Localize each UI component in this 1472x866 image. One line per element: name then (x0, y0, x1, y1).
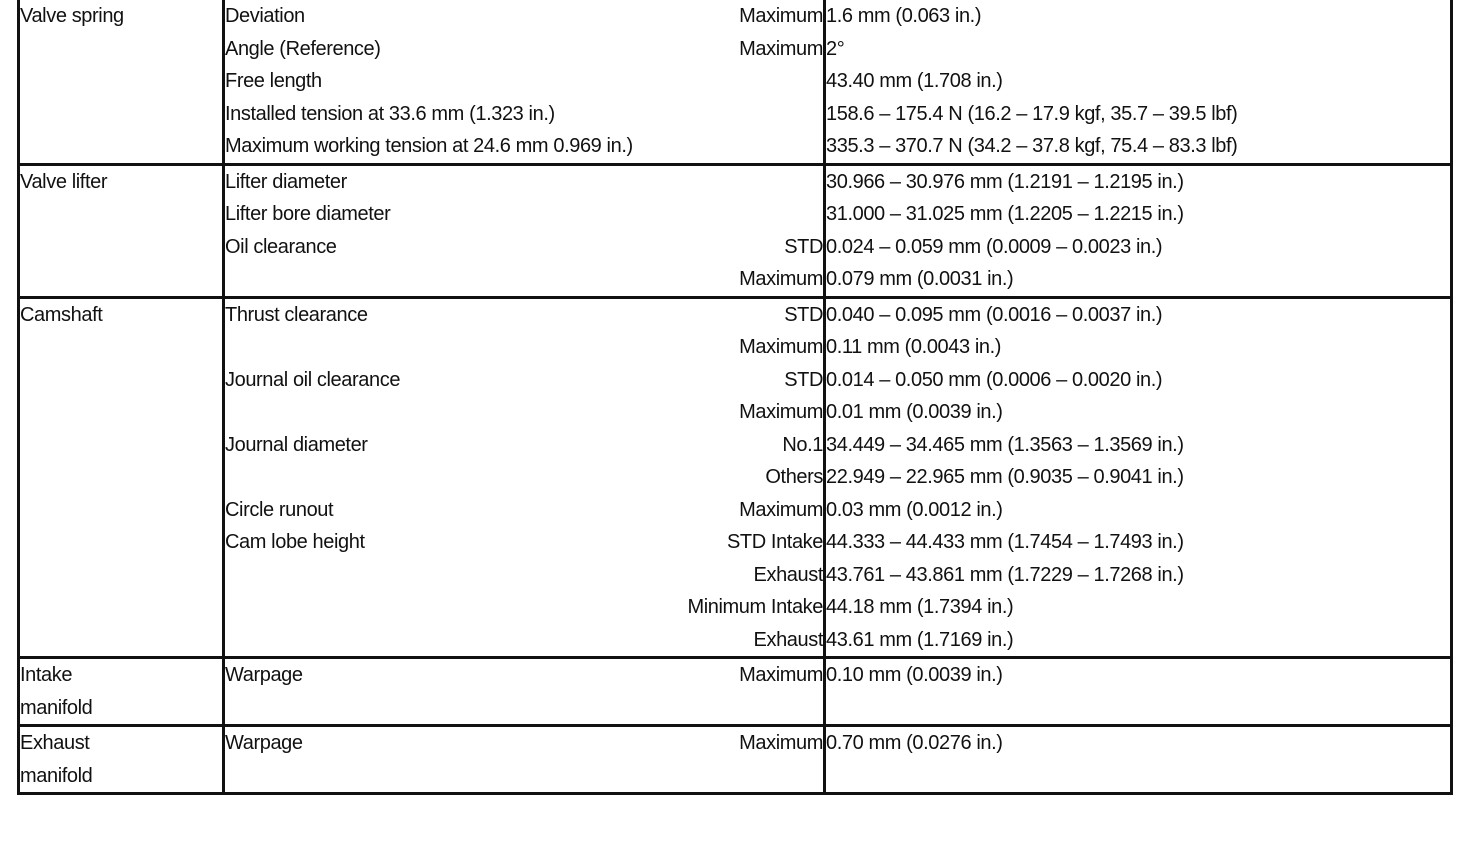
table-row (19, 726, 1452, 794)
spec-line (225, 559, 823, 592)
spec-qualifier: Maximum (739, 401, 823, 423)
spec-qualifier: Minimum Intake (687, 596, 823, 618)
value-cell (825, 0, 1452, 164)
spec-qualifier: STD (784, 368, 823, 391)
spec-item-label: Warpage (225, 664, 303, 686)
spec-qualifier: Maximum (739, 268, 823, 290)
spec-item-label: Angle (Reference) (225, 37, 381, 60)
spec-line (225, 299, 823, 332)
spec-line (225, 65, 823, 98)
spec-item-label: Journal diameter (225, 433, 368, 456)
table-row (19, 658, 1452, 726)
spec-qualifier: Maximum (739, 5, 823, 27)
spec-line (225, 461, 823, 494)
spec-value: 1.6 mm (0.063 in.) (826, 5, 982, 27)
spec-line (225, 659, 823, 692)
component-name: Camshaft (20, 303, 103, 326)
component-name: Intake manifold (20, 664, 93, 719)
spec-qualifier: Exhaust (753, 563, 823, 586)
value-cell (825, 297, 1452, 658)
spec-value: 43.761 – 43.861 mm (1.7229 – 1.7268 in.) (826, 563, 1184, 586)
spec-qualifier: Maximum (739, 664, 823, 686)
spec-item-label: Free length (225, 70, 322, 92)
spec-item-label: Cam lobe height (225, 531, 365, 553)
spec-line (225, 166, 823, 199)
spec-qualifier: Maximum (739, 498, 823, 521)
spec-line (225, 331, 823, 364)
spec-value: 0.11 mm (0.0043 in.) (826, 336, 1002, 358)
spec-qualifier: No.1 (782, 433, 823, 456)
spec-line (225, 364, 823, 397)
spec-qualifier: Others (765, 466, 823, 488)
value-cell (825, 164, 1452, 297)
table-row (19, 164, 1452, 297)
component-name: Valve spring (20, 5, 124, 27)
spec-value: 0.10 mm (0.0039 in.) (826, 664, 1003, 686)
spec-line (225, 98, 823, 131)
spec-qualifier: Maximum (739, 37, 823, 60)
spec-table-body (19, 0, 1452, 794)
spec-value: 0.03 mm (0.0012 in.) (826, 498, 1003, 521)
spec-value: 0.70 mm (0.0276 in.) (826, 732, 1003, 754)
spec-value: 0.079 mm (0.0031 in.) (826, 268, 1014, 290)
value-cell (825, 726, 1452, 794)
spec-line (225, 526, 823, 559)
spec-item-label: Installed tension at 33.6 mm (1.323 in.) (225, 102, 555, 125)
spec-line (225, 0, 823, 33)
item-cell (224, 0, 825, 164)
spec-item-label: Warpage (225, 732, 303, 754)
spec-item-label: Thrust clearance (225, 303, 368, 326)
spec-value: 2° (826, 37, 845, 60)
spec-line (225, 198, 823, 231)
spec-value: 0.040 – 0.095 mm (0.0016 – 0.0037 in.) (826, 303, 1163, 326)
spec-line (225, 429, 823, 462)
spec-value: 0.014 – 0.050 mm (0.0006 – 0.0020 in.) (826, 368, 1163, 391)
spec-line (225, 130, 823, 163)
spec-qualifier: STD Intake (726, 531, 823, 553)
spec-line (225, 33, 823, 66)
spec-line (225, 263, 823, 296)
spec-line (225, 494, 823, 527)
spec-line (225, 396, 823, 429)
spec-line (225, 591, 823, 624)
spec-item-label: Lifter diameter (225, 170, 347, 193)
spec-item-label: Lifter bore diameter (225, 203, 391, 225)
spec-value: 43.61 mm (1.7169 in.) (826, 628, 1014, 651)
spec-value: 43.40 mm (1.708 in.) (826, 70, 1003, 92)
component-cell (19, 726, 224, 794)
spec-value: 34.449 – 34.465 mm (1.3563 – 1.3569 in.) (826, 433, 1184, 456)
table-row (19, 297, 1452, 658)
spec-value: 44.333 – 44.433 mm (1.7454 – 1.7493 in.) (826, 531, 1184, 553)
spec-line (225, 727, 823, 760)
spec-item-label: Journal oil clearance (225, 368, 401, 391)
item-cell (224, 164, 825, 297)
component-name: Exhaust manifold (20, 732, 93, 787)
component-cell (19, 297, 224, 658)
spec-qualifier: Maximum (739, 336, 823, 358)
spec-qualifier: Exhaust (753, 628, 823, 651)
spec-qualifier: STD (784, 235, 823, 258)
spec-value: 44.18 mm (1.7394 in.) (826, 596, 1014, 618)
spec-item-label: Circle runout (225, 498, 334, 521)
spec-value: 158.6 – 175.4 N (16.2 – 17.9 kgf, 35.7 – 39.5 lbf) (826, 102, 1238, 125)
item-cell (224, 726, 825, 794)
spec-item-label: Oil clearance (225, 235, 337, 258)
spec-line (225, 624, 823, 657)
item-cell (224, 658, 825, 726)
component-name: Valve lifter (20, 170, 108, 193)
spec-qualifier: STD (784, 303, 823, 326)
spec-value: 22.949 – 22.965 mm (0.9035 – 0.9041 in.) (826, 466, 1184, 488)
item-cell (224, 297, 825, 658)
spec-line (225, 231, 823, 264)
spec-value: 30.966 – 30.976 mm (1.2191 – 1.2195 in.) (826, 170, 1184, 193)
component-cell (19, 164, 224, 297)
spec-value: 0.01 mm (0.0039 in.) (826, 401, 1003, 423)
component-cell (19, 658, 224, 726)
spec-table (17, 0, 1453, 795)
value-cell (825, 658, 1452, 726)
table-row (19, 0, 1452, 164)
spec-item-label: Deviation (225, 5, 305, 27)
spec-value: 31.000 – 31.025 mm (1.2205 – 1.2215 in.) (826, 203, 1184, 225)
component-cell (19, 0, 224, 164)
spec-value: 335.3 – 370.7 N (34.2 – 37.8 kgf, 75.4 – 83.3 lbf) (826, 135, 1238, 157)
spec-qualifier: Maximum (739, 732, 823, 754)
spec-item-label: Maximum working tension at 24.6 mm 0.969 in.) (225, 135, 633, 157)
spec-value: 0.024 – 0.059 mm (0.0009 – 0.0023 in.) (826, 235, 1163, 258)
